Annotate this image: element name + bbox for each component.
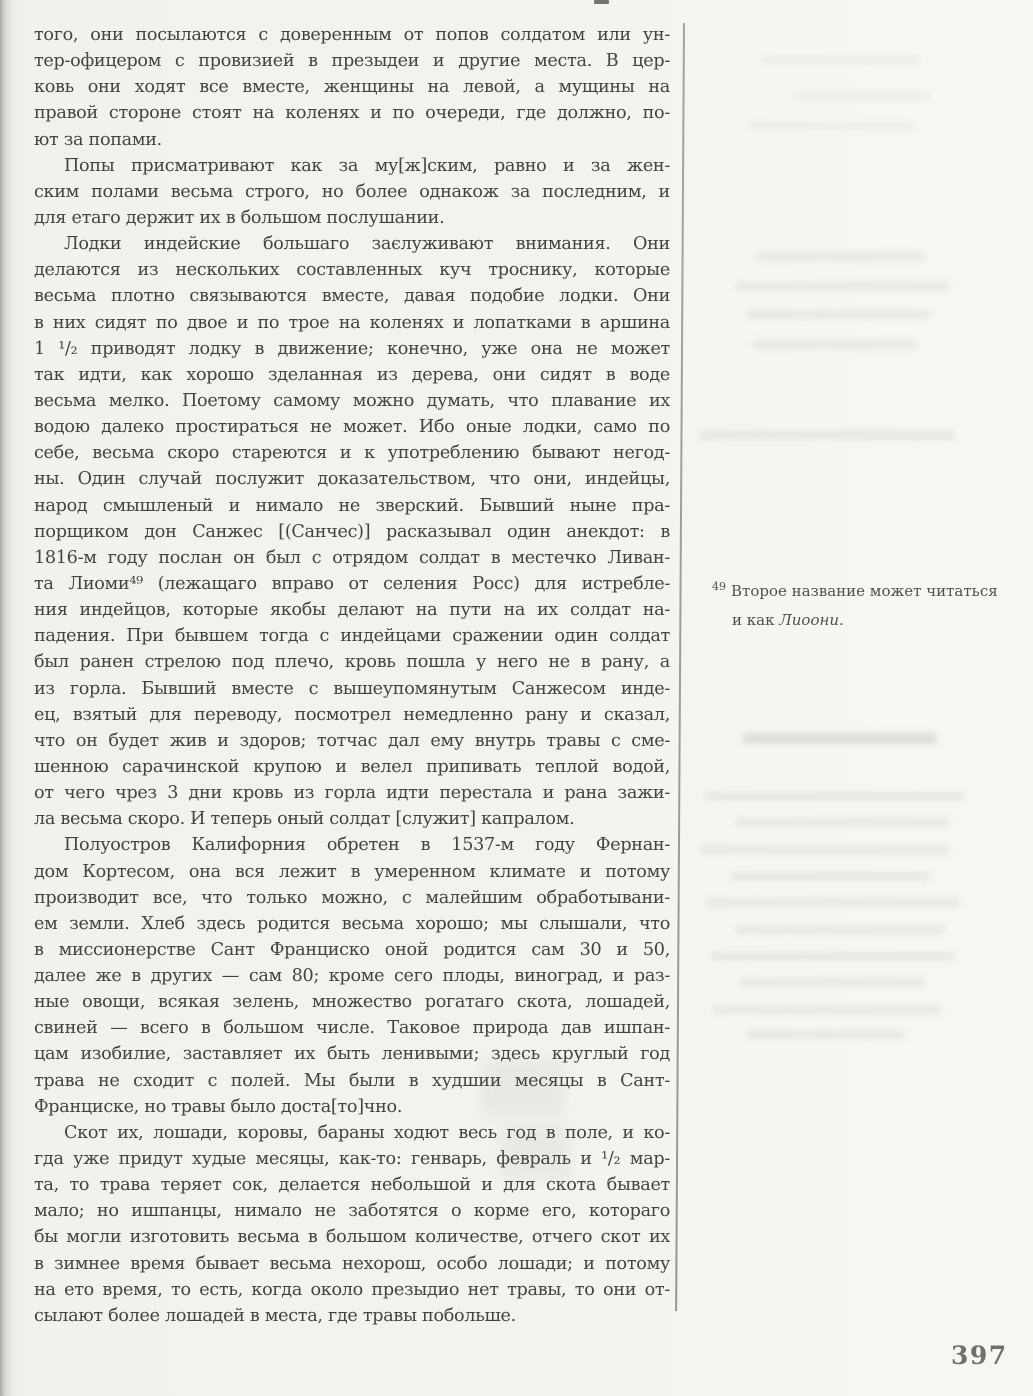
text-line: народ смышленый и нимало не зверский. Бывший ныне пра- — [34, 495, 670, 516]
text-line: ют за попами. — [34, 129, 162, 150]
bleed-smudge — [740, 978, 925, 987]
paragraph — [34, 231, 670, 832]
bleed-smudge — [735, 818, 950, 827]
text-line: трава не сходит с полей. Мы были в худшии месяцы в Сант- — [34, 1070, 670, 1091]
text-line: водою далеко простираться не может. Ибо оные лодки, само по — [34, 417, 670, 438]
text-line: цам изобилие, заставляет их быть ленивыми; здесь круглый год — [34, 1044, 670, 1065]
text-line: тер-офицером с провизией в презыдеи и другие места. В цер- — [34, 51, 670, 72]
page-number: 397 — [951, 1341, 1008, 1370]
paragraph — [34, 153, 670, 231]
bleed-smudge — [735, 925, 945, 934]
text-line: того, они посылаются с доверенным от попов солдатом или ун- — [34, 25, 670, 45]
text-line: в зимнее время бывает весьма нехорош, особо лошади; и потому — [34, 1253, 670, 1274]
column-divider-line — [675, 23, 685, 1311]
text-line: 1 ¹/₂ приводят лодку в движение; конечно, уже она не может — [34, 338, 670, 359]
text-line: Франциске, но травы было доста[то]чно. — [34, 1096, 403, 1117]
paragraph — [34, 1120, 670, 1329]
text-line: гда уже придут худые месяцы, как-то: генварь, февраль и ¹/₂ мар- — [34, 1149, 670, 1170]
text-line: Скот их, лошади, коровы, бараны ходют весь год в поле, и ко- — [64, 1122, 670, 1143]
text-line: свиней — всего в большом числе. Таковое природа дав ишпан- — [34, 1018, 670, 1039]
footnote-text-line2-prefix: и как — [732, 611, 780, 629]
text-line: Полуостров Калифорния обретен в 1537-м году Фернан- — [64, 835, 670, 856]
text-line: ла весьма скоро. И теперь оный солдат [служит] капралом. — [34, 809, 575, 830]
bleed-smudge — [755, 252, 925, 261]
text-line: 1816-м году послан он был с отрядом солдат в местечко Ливан- — [34, 547, 670, 568]
text-line: весьма плотно связываются вместе, давая подобие лодки. Они — [34, 286, 670, 307]
bleed-smudge — [745, 1030, 905, 1039]
text-line: ец, взятый для переводу, посмотрел немедленно рану и сказал, — [34, 704, 670, 725]
text-line: шенною сарачинской крупою и велел припивать теплой водой, — [34, 756, 670, 777]
text-line: из горла. Бывший вместе с вышеупомянутым Санжесом инде- — [34, 678, 670, 699]
margin-footnote — [712, 572, 1033, 635]
text-line: производит все, что только можно, с малейшим обработывани- — [34, 887, 670, 908]
text-line: бы могли изготовить весьма в большом количестве, отчего скот их — [34, 1227, 670, 1248]
bleed-smudge — [762, 56, 920, 64]
text-line: в миссионерстве Сант Франциско оной родится сам 30 и 50, — [34, 939, 670, 960]
text-line: делаются из нескольких составленных куч троснику, которые — [34, 260, 670, 281]
text-line: что он будет жив и здоров; тотчас дал ему внутрь травы с сме- — [34, 730, 670, 751]
footnote-text-line1: Второе название может читаться — [731, 582, 998, 600]
text-line: Попы присматривают как за му[ж]ским, равно и за жен- — [64, 155, 670, 176]
text-line: Лодки индейские большаго заєлуживают внимания. Они — [64, 234, 670, 255]
text-line: далее же в других — сам 80; кроме сего плоды, виноград, и раз- — [34, 966, 670, 987]
bleed-smudge — [700, 845, 950, 854]
text-line: падения. При бывшем тогда с индейцами сражении один солдат — [34, 626, 670, 647]
bleed-smudge — [705, 898, 960, 907]
text-line: та, то трава теряет сок, делается небольшой и для скота бывает — [34, 1175, 670, 1196]
bleed-smudge — [712, 1005, 942, 1014]
paragraph — [34, 832, 670, 1120]
bleed-smudge — [742, 733, 937, 744]
text-line: себе, весьма скоро стареются и к употреблению бывают негод- — [34, 443, 670, 464]
main-text-column — [34, 22, 670, 1329]
bleed-smudge — [752, 340, 917, 349]
bleed-smudge — [745, 310, 930, 319]
footnote-marker: 49 — [712, 580, 726, 593]
paragraph — [34, 22, 670, 153]
bleed-smudge — [792, 92, 930, 100]
text-line: ные овощи, всякая зелень, множество рогатаго скота, лошадей, — [34, 992, 670, 1013]
bleed-smudge — [700, 430, 955, 440]
text-line: ковь они ходят все вместе, женщины на левой, а мущины на — [34, 77, 670, 98]
text-line: ем земли. Хлеб здесь родится весьма хорошо; мы слышали, что — [34, 913, 670, 934]
text-line: та Лиоми⁴⁹ (лежащаго вправо от селения Росс) для истребле- — [34, 573, 670, 594]
text-line: мало; но ишпанцы, нимало не заботятся о корме его, котораго — [34, 1201, 670, 1222]
text-line: был ранен стрелою под плечо, кровь пошла у него не в рану, а — [34, 652, 670, 673]
text-line: сылают более лошадей в места, где травы побольше. — [34, 1305, 516, 1326]
text-line: ны. Один случай послужит доказательством, что они, индейцы, — [34, 469, 670, 490]
text-line: весьма мелко. Поетому самому можно думать, что плавание их — [34, 390, 670, 411]
text-line: в них сидят по двое и по трое на коленях и лопатками в аршина — [34, 312, 670, 333]
text-line: от чего чрез 3 дни кровь из горла идти перестала и рана зажи- — [34, 783, 670, 804]
text-line: ния индейцов, которые якобы делают на пути на их солдат на- — [34, 600, 670, 621]
bleed-smudge — [730, 872, 930, 881]
bleed-smudge — [735, 282, 950, 291]
footnote-place-name: Лиоони — [779, 611, 840, 629]
footnote-text-line2-suffix: . — [839, 611, 844, 629]
text-line: так идти, как хорошо зделанная из дерева, они сидят в воде — [34, 364, 670, 385]
scan-artifact-dash — [594, 0, 609, 4]
text-line: порщиком дон Санжес [(Санчес)] расказывал один анекдот: в — [34, 521, 670, 542]
text-line: на ето время, то есть, когда около презыдио нет травы, то они от- — [34, 1279, 670, 1300]
bleed-smudge — [705, 792, 965, 801]
bleed-smudge — [746, 122, 914, 130]
text-line: ским полами весьма строго, но более однакож за последним, и — [34, 181, 670, 202]
text-line: правой стороне стоят на коленях и по очереди, где должно, по- — [34, 103, 670, 124]
text-line: дом Кортесом, она вся лежит в умеренном климате и потому — [34, 861, 670, 882]
bleed-smudge — [710, 952, 955, 961]
text-line: для етаго держит их в большом послушании. — [34, 207, 445, 228]
